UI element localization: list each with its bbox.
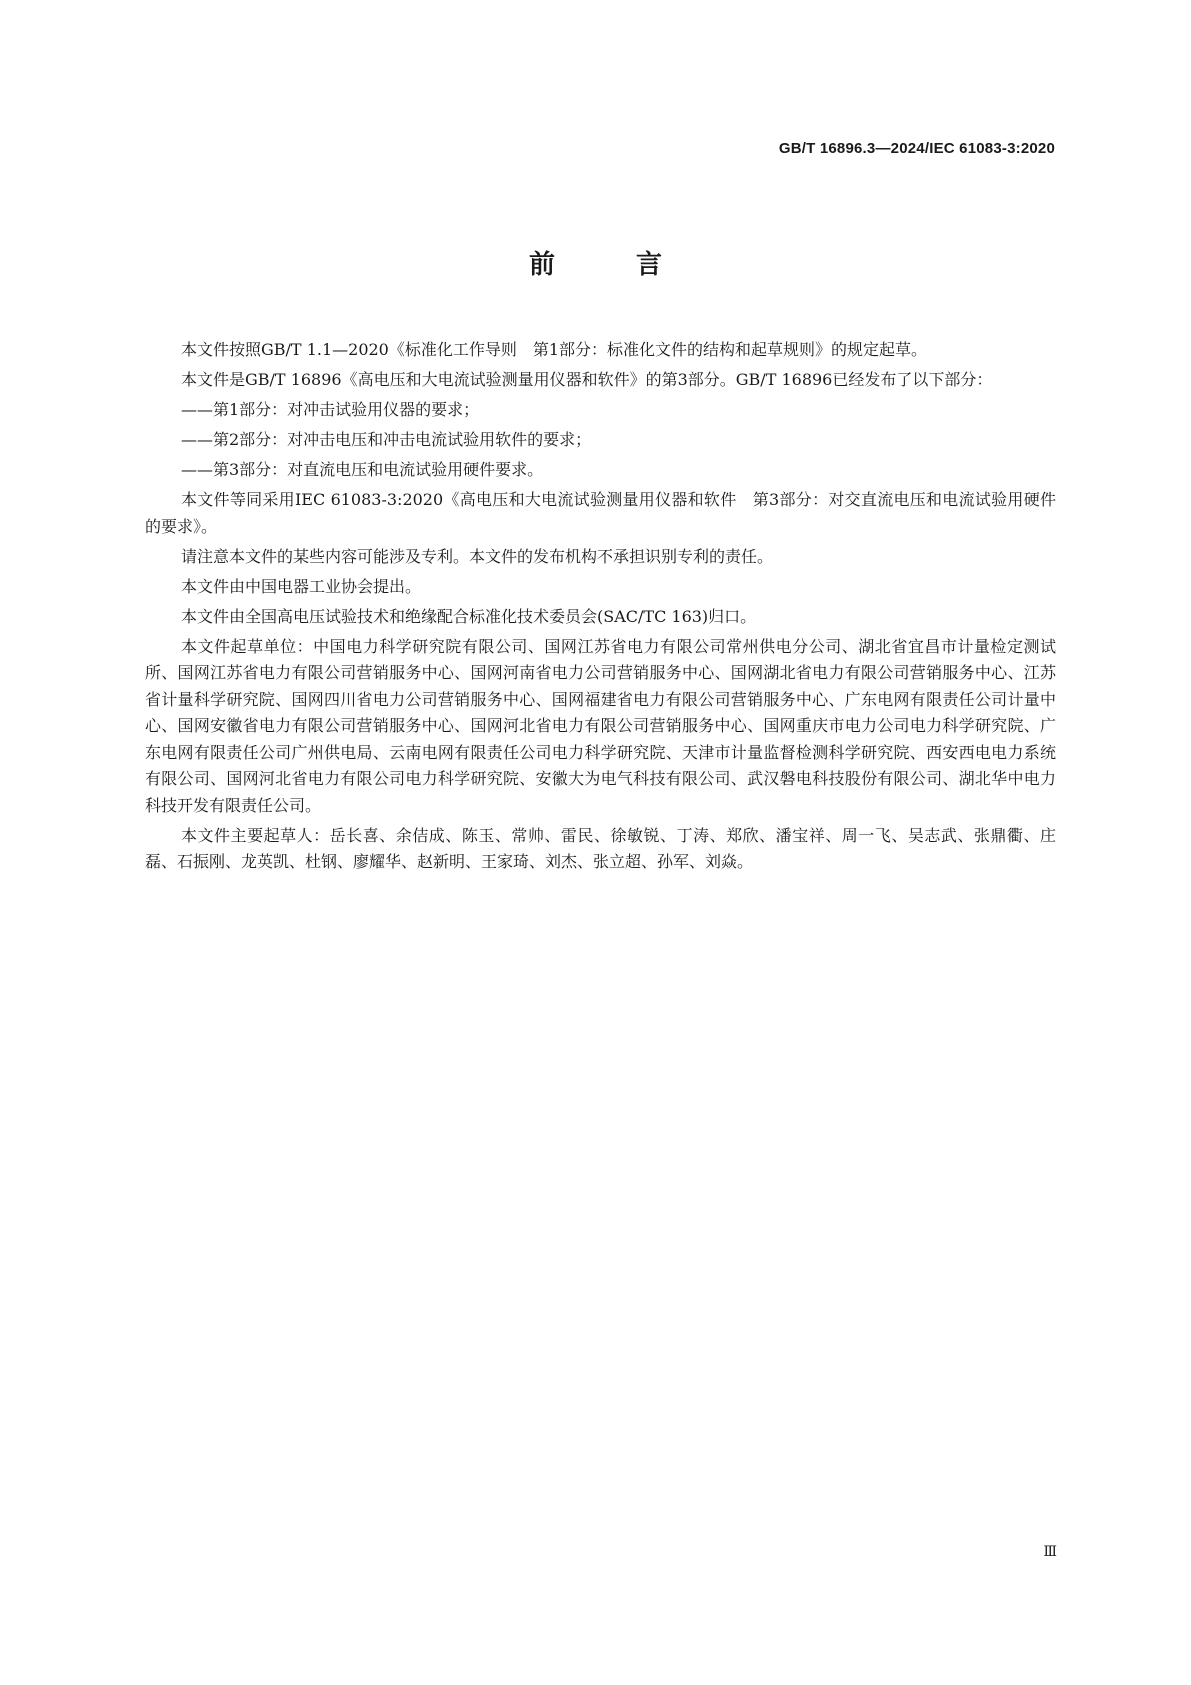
paragraph-series-info: 本文件是GB/T 16896《高电压和大电流试验测量用仪器和软件》的第3部分。GB/T 16896已经发布了以下部分： bbox=[181, 370, 993, 389]
paragraph-proposer: 本文件由中国电器工业协会提出。 bbox=[181, 576, 422, 596]
standard-code-header: GB/T 16896.3—2024/IEC 61083-3:2020 bbox=[778, 140, 1055, 157]
paragraph-drafting-rule: 本文件按照GB/T 1.1—2020《标准化工作导则 第1部分：标准化文件的结构和起草规则》的规定起草。 bbox=[181, 340, 928, 359]
paragraph-drafters: 本文件主要起草人：岳长喜、余佶成、陈玉、常帅、雷民、徐敏锐、丁涛、郑欣、潘宝祥、周一飞、吴志武、张鼎衢、庄磊、石振刚、龙英凯、杜钢、廖耀华、赵新明、王家琦、刘杰、张立超、孙军、刘焱。 bbox=[145, 825, 1056, 871]
list-item-part-3: ——第3部分：对直流电压和电流试验用硬件要求。 bbox=[181, 460, 544, 479]
paragraph-committee: 本文件由全国高电压试验技术和绝缘配合标准化技术委员会(SAC/TC 163)归口。 bbox=[181, 606, 757, 626]
paragraph-patent-notice: 请注意本文件的某些内容可能涉及专利。本文件的发布机构不承担识别专利的责任。 bbox=[181, 546, 774, 566]
foreword-body bbox=[145, 337, 1056, 879]
page-number: Ⅲ bbox=[1043, 1545, 1057, 1560]
page-title: 前 言 bbox=[528, 250, 699, 280]
list-item-part-1: ——第1部分：对冲击试验用仪器的要求； bbox=[181, 400, 480, 419]
list-item-part-2: ——第2部分：对冲击电压和冲击电流试验用软件的要求； bbox=[181, 430, 592, 449]
paragraph-drafting-units: 本文件起草单位：中国电力科学研究院有限公司、国网江苏省电力有限公司常州供电分公司、湖北省宜昌市计量检定测试所、国网江苏省电力有限公司营销服务中心、国网河南省电力公司营销服务中心、国网湖北省电力有限公司营销服务中心、江苏省计量科学研究院、国网四川省电力公司营销服务中心、国网福建省电力有限公司营销服务中心、广东电网有限责任公司计量中心、国网安徽省电力有限公司营销服务中心、国网河北省电力有限公司营销服务中心、国网重庆市电力公司电力科学研究院、广东电网有限责任公司广州供电局、云南电网有限责任公司电力科学研究院、天津市计量监督检测科学研究院、西安西电电力系统有限公司、国网河北省电力有限公司电力科学研究院、安徽大为电气科技有限公司、武汉磐电科技股份有限公司、湖北华中电力科技开发有限责任公司。 bbox=[145, 636, 1056, 815]
paragraph-adoption: 本文件等同采用IEC 61083-3:2020《高电压和大电流试验测量用仪器和软件 第3部分：对交直流电压和电流试验用硬件的要求》。 bbox=[145, 490, 1056, 536]
